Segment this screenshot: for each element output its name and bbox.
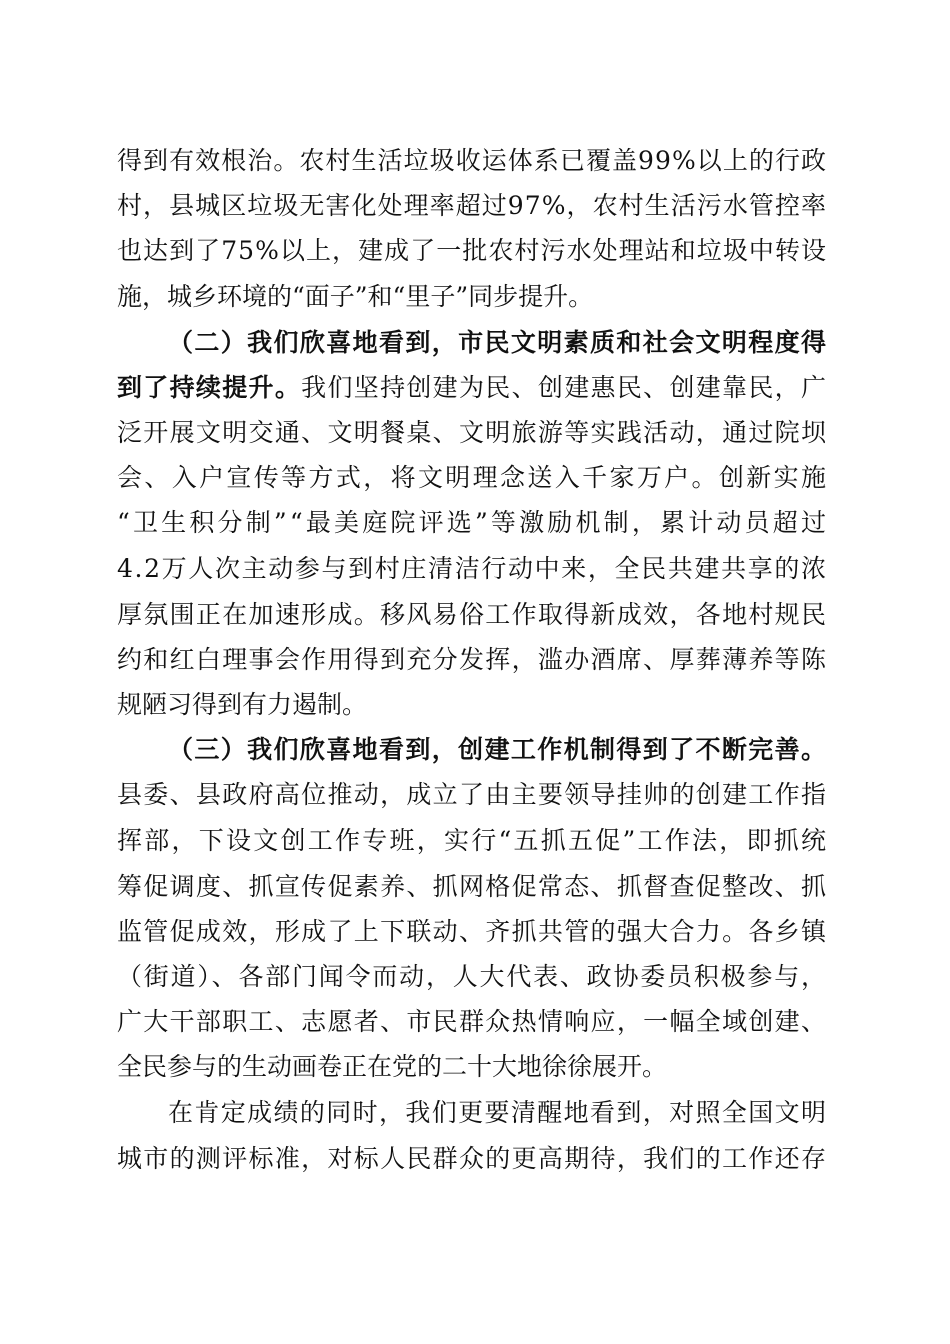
text-line	[0, 1044, 950, 1090]
bold-text: （二）我们欣喜地看到，市民文明素质和社会文明程度得	[168, 328, 828, 357]
body-text: 4.2万人次主动参与到村庄清洁行动中来，全民共建共享的浓	[117, 554, 828, 583]
text-line	[0, 637, 950, 683]
body-text: 约和红白理事会作用得到充分发挥，滥办酒席、厚葬薄养等陈	[117, 645, 828, 674]
body-text: 筹促调度、抓宣传促素养、抓网格促常态、抓督查促整改、抓	[117, 872, 828, 901]
body-text: 在肯定成绩的同时，我们更要清醒地看到，对照全国文明	[168, 1098, 828, 1127]
body-text: 施，城乡环境的“面子”和“里子”同步提升。	[117, 282, 594, 311]
body-text: 泛开展文明交通、文明餐桌、文明旅游等实践活动，通过院坝	[117, 418, 828, 447]
body-text: 会、入户宣传等方式，将文明理念送入千家万户。创新实施	[117, 463, 829, 492]
text-line	[0, 410, 950, 456]
text-line	[0, 455, 950, 501]
body-text: 挥部，下设文创工作专班，实行“五抓五促”工作法，即抓统	[117, 826, 829, 855]
body-text: 厚氛围正在加速形成。移风易俗工作取得新成效，各地村规民	[117, 600, 828, 629]
text-line	[0, 500, 950, 546]
body-text: 我们坚持创建为民、创建惠民、创建靠民，广	[301, 373, 828, 402]
body-text: 也达到了75%以上，建成了一批农村污水处理站和垃圾中转设	[117, 236, 828, 265]
body-text: 县委、县政府高位推动，成立了由主要领导挂帅的创建工作指	[117, 780, 828, 809]
body-text: 广大干部职工、志愿者、市民群众热情响应，一幅全域创建、	[117, 1007, 828, 1036]
text-line	[0, 320, 950, 366]
text-line	[0, 909, 950, 955]
text-line	[0, 954, 950, 1000]
body-text: 全民参与的生动画卷正在党的二十大地徐徐展开。	[117, 1052, 668, 1081]
text-line	[0, 138, 950, 184]
bold-text: 到了持续提升。	[117, 373, 302, 402]
text-line	[0, 183, 950, 229]
text-line	[0, 546, 950, 592]
text-line	[0, 365, 950, 411]
text-line	[0, 772, 950, 818]
body-text: 城市的测评标准，对标人民群众的更高期待，我们的工作还存	[117, 1144, 828, 1173]
text-line	[0, 818, 950, 864]
text-line	[0, 1136, 950, 1182]
body-text: “卫生积分制”“最美庭院评选”等激励机制，累计动员超过	[117, 508, 830, 537]
body-text: 村，县城区垃圾无害化处理率超过97%，农村生活污水管控率	[117, 191, 828, 220]
text-line	[0, 1090, 950, 1136]
text-line	[0, 274, 950, 320]
text-line	[0, 727, 950, 773]
text-line	[0, 592, 950, 638]
body-text: 得到有效根治。农村生活垃圾收运体系已覆盖99%以上的行政	[117, 146, 828, 175]
text-line	[0, 999, 950, 1045]
body-text: （街道）、各部门闻令而动，人大代表、政协委员积极参与，	[117, 962, 828, 991]
text-line	[0, 228, 950, 274]
body-text: 规陋习得到有力遏制。	[117, 690, 368, 719]
text-line	[0, 864, 950, 910]
bold-text: （三）我们欣喜地看到，创建工作机制得到了不断完善。	[168, 735, 828, 764]
body-text: 监管促成效，形成了上下联动、齐抓共管的强大合力。各乡镇	[117, 917, 828, 946]
text-line	[0, 682, 950, 728]
